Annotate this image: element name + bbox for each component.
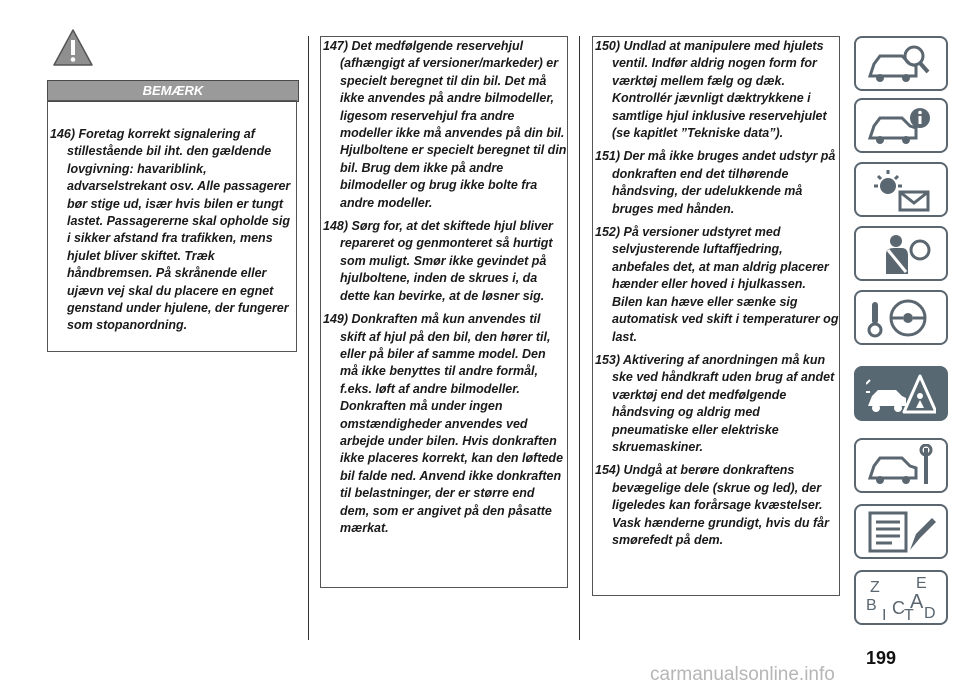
specifications-icon	[866, 510, 936, 554]
car-search-icon	[866, 42, 936, 86]
warning-lights-icon	[866, 168, 936, 212]
index-letter: E	[916, 576, 927, 592]
tab-warning-lights[interactable]	[854, 162, 948, 217]
note-148: 148) Sørg for, at det skiftede hjul bliver repareret og genmonteret så hurtigt som muligt. Smør ikke gevindet på hjulboltene, inden de skrues i, da dette kan bevirke, at de løsner sig.	[323, 219, 553, 303]
tab-car-service[interactable]	[854, 438, 948, 493]
tab-car-info[interactable]	[854, 98, 948, 153]
note-146: 146) Foretag korrekt signalering af stillestående bil iht. den gældende lovgivning: havariblink, advarselstrekant osv. Alle passagerer bør stige ud, især hvis bilen er tungt lastet. Passagererne skal opholde sig i sikker afstand fra trafikken, mens hjulet bliver skiftet. Træk håndbremsen. På skrånende eller ujævn vej skal du placere en egnet genstand under hjulene, der fungerer som stopanordning.	[50, 127, 291, 333]
seatbelt-airbag-icon	[866, 232, 936, 276]
steering-key-icon	[866, 296, 936, 340]
index-letter: T	[904, 607, 914, 620]
notes-column-2	[323, 38, 567, 543]
tab-seatbelt-airbag[interactable]	[854, 226, 948, 281]
note-154: 154) Undgå at berøre donkraftens bevægelige dele (skrue og led), der ligeledes kan forårsage kvæstelser. Vask hænderne grundigt, hvis du får smørefedt på dem.	[595, 463, 829, 547]
column-divider	[308, 36, 309, 640]
tab-car-search[interactable]	[854, 36, 948, 91]
tab-specifications[interactable]	[854, 504, 948, 559]
alphabet-index-icon	[866, 576, 936, 620]
notes-column-3	[595, 38, 839, 555]
index-letter: A	[910, 591, 924, 613]
index-letter: I	[882, 607, 887, 620]
index-letter: Z	[870, 579, 880, 596]
note-149: 149) Donkraften må kun anvendes til skift af hjul på den bil, den hører til, eller på biler af samme model. Den må ikke benyttes til andre formål, f.eks. løft af andre bilmodeller. Donkraften må under ingen omstændigheder anvendes ved arbejde under bilen. Hvis donkraften ikke placeres korrekt, kan den løftede bil falde ned. Anvend ikke donkraften til belastninger, der er større end dem, som er angivet på den påsatte mærkat.	[323, 312, 564, 535]
note-152: 152) På versioner udstyret med selvjusterende luftaffjedring, anbefales det, at man aldrig placerer hænder eller hoved i hjulkassen. Bilen kan hæve eller sænke sig automatisk ved skift i temperaturer og last.	[595, 225, 839, 344]
index-letter: B	[866, 597, 877, 614]
note-150: 150) Undlad at manipulere med hjulets ventil. Indfør aldrig nogen form for værktøj mellem fælg og dæk. Kontrollér jævnligt dæktrykkene i samtlige hjul inklusive reservehjulet (se kapitlet ”Tekniske data”).	[595, 39, 827, 141]
page-number: 199	[866, 648, 897, 668]
index-letter: D	[924, 605, 936, 620]
note-147: 147) Det medfølgende reservehjul (afhængigt af versioner/markeder) er specielt beregnet til din bil. Det må ikke anvendes på andre bilmodeller, ligesom reservehjul fra andre modeller ikke må anvendes på din bil. Hjulboltene er specielt beregnet til din bil. Brug dem ikke på andre bilmodeller og brug ikke bolte fra andre modeller.	[323, 39, 567, 210]
warning-triangle-icon	[52, 28, 94, 68]
notes-column-1	[50, 126, 296, 341]
car-info-icon	[866, 104, 936, 148]
note-151: 151) Der må ikke bruges andet udstyr på donkraften end det tilhørende håndsving, der udelukkende må bruges med hånden.	[595, 149, 836, 216]
column-divider	[579, 36, 580, 640]
index-letter: C	[892, 598, 905, 618]
tab-steering-key[interactable]	[854, 290, 948, 345]
note-153: 153) Aktivering af anordningen må kun ske ved håndkraft uden brug af andet værktøj end det medfølgende håndsving og aldrig med pneumatiske eller elektriske skruemaskiner.	[595, 352, 835, 454]
car-emergency-icon	[866, 372, 936, 416]
tab-car-emergency[interactable]	[854, 366, 948, 421]
note-header: BEMÆRK	[47, 80, 299, 102]
tab-alphabet-index[interactable]	[854, 570, 948, 625]
watermark: carmanualsonline.info	[650, 664, 835, 685]
car-service-icon	[866, 444, 936, 488]
